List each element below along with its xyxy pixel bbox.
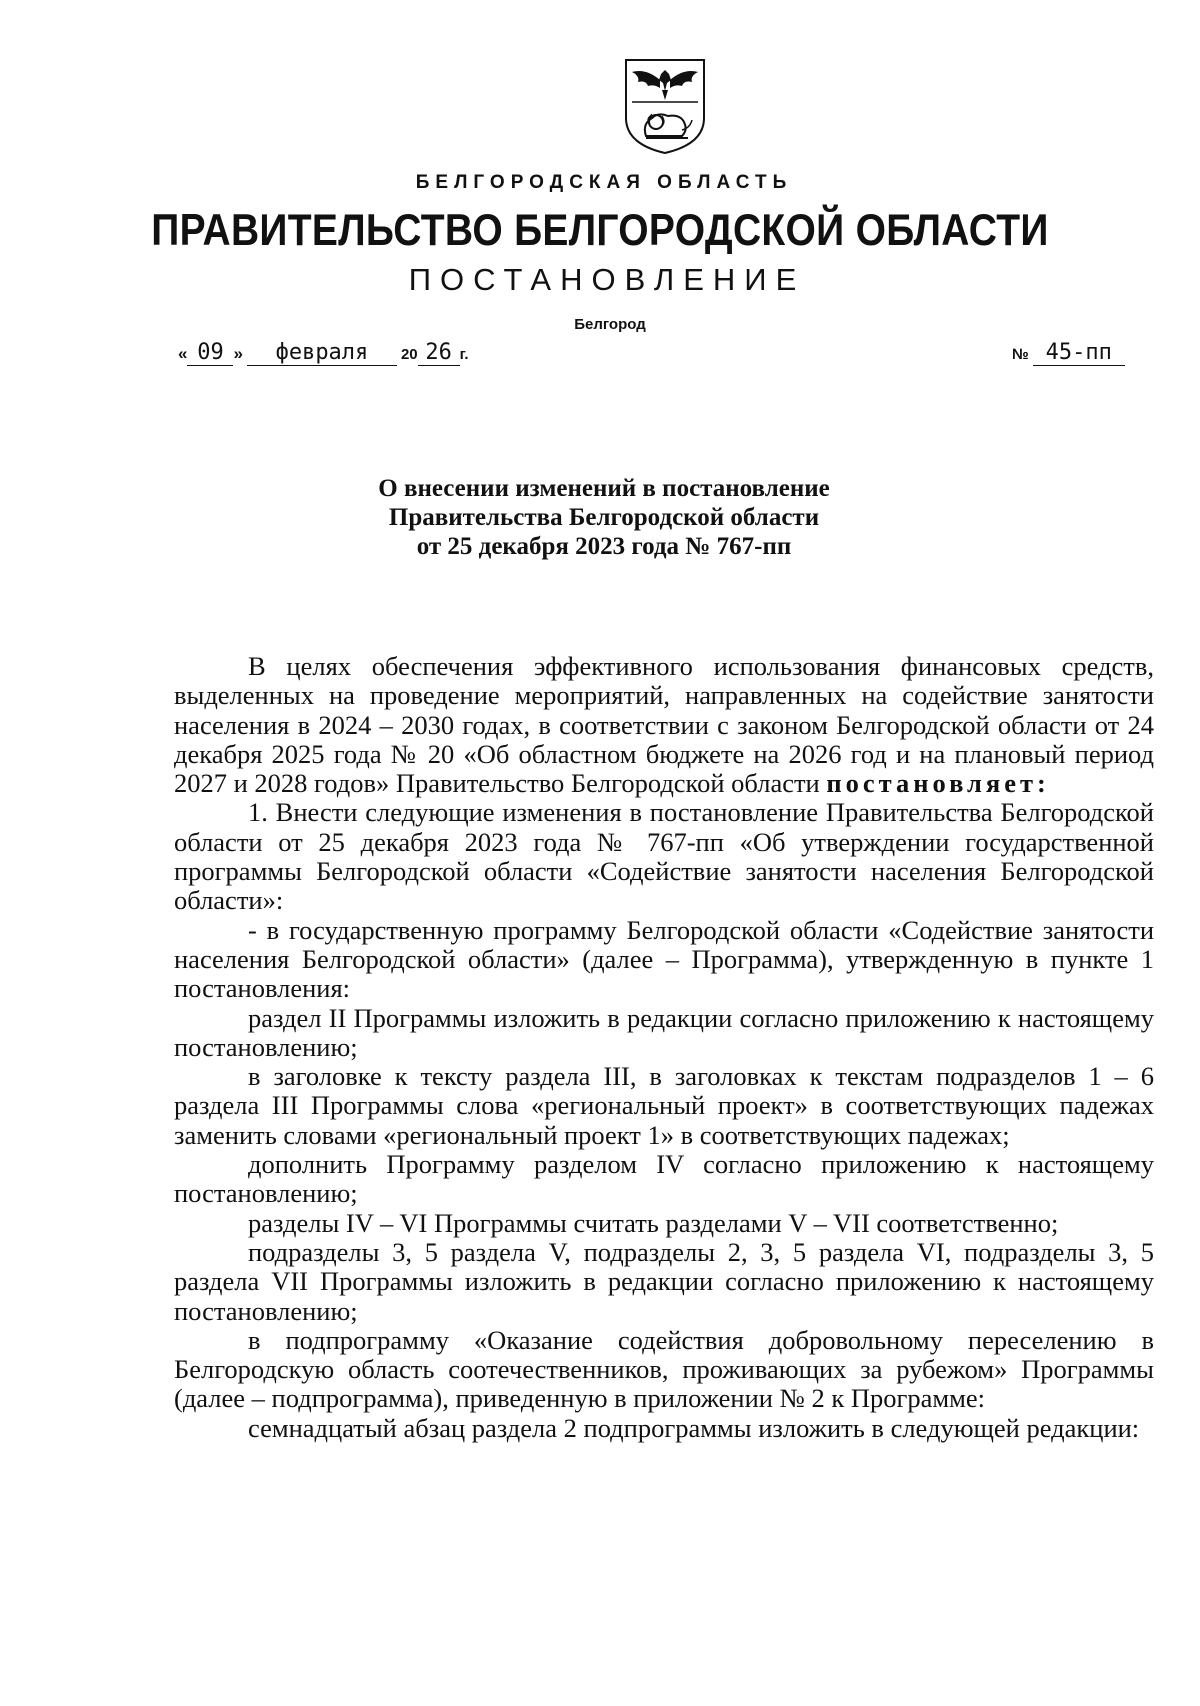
government-title: ПРАВИТЕЛЬСТВО БЕЛГОРОДСКОЙ ОБЛАСТИ — [151, 206, 1049, 256]
region-name: БЕЛГОРОДСКАЯ ОБЛАСТЬ — [415, 172, 793, 193]
resolves-word: постановляет: — [826, 768, 1050, 799]
coat-of-arms-icon — [622, 56, 708, 156]
decree-title — [0, 474, 1200, 561]
decree-date — [178, 340, 469, 366]
paragraph-add-section-4: дополнить Программу разделом IV согласно приложению к настоящему постановлению; — [174, 1149, 1154, 1209]
paragraph-section-2: раздел II Программы изложить в редакции согласно приложению к настоящему постановлению; — [174, 1002, 1154, 1062]
date-day: 09 — [187, 340, 233, 366]
paragraph-preamble — [174, 652, 1154, 798]
paragraph-program: - в государственную программу Белгородской области «Содействие занятости населения Белгородской области» (далее – Программа), утвержденную в пункте 1 постановления: — [174, 914, 1154, 1004]
decree-body — [174, 652, 1154, 1443]
number-label: № — [1012, 346, 1029, 363]
date-open-quote: « — [178, 344, 188, 363]
date-year-suffix: 26 — [418, 340, 460, 366]
city-name: Белгород — [574, 316, 646, 333]
date-month: февраля — [247, 340, 397, 366]
document-type: ПОСТАНОВЛЕНИЕ — [408, 262, 806, 297]
paragraph-section-3-headings: в заголовке к тексту раздела III, в заголовках к текстам подразделов 1 – 6 раздела III Программы слова «региональный проект» в соответствующих падежах заменить словами «региональный проект 1» в соответствующих падежах; — [174, 1061, 1154, 1150]
number-value: 45-пп — [1033, 340, 1125, 366]
date-close-quote: » — [233, 344, 243, 363]
title-line-1: О внесении изменений в постановление — [378, 475, 830, 502]
date-year-prefix: 20 — [400, 346, 418, 363]
paragraph-seventeenth-abzac: семнадцатый абзац раздела 2 подпрограммы изложить в следующей редакции: — [248, 1412, 1140, 1443]
date-year-mark: г. — [459, 346, 469, 363]
title-line-2: Правительства Белгородской области — [388, 504, 820, 531]
paragraph-subprogram: в подпрограмму «Оказание содействия добровольному переселению в Белгородскую область соотечественников, проживающих за рубежом» Программы (далее – подпрограмма), приведенную в приложении № 2 к Программе: — [174, 1324, 1154, 1414]
decree-number — [1012, 340, 1125, 366]
paragraph-subsections: подразделы 3, 5 раздела V, подразделы 2, 3, 5 раздела VI, подразделы 3, 5 раздела VII Программы изложить в редакции согласно приложению к настоящему постановлению; — [174, 1236, 1154, 1326]
preamble-text: В целях обеспечения эффективного использования финансовых средств, выделенных на проведение мероприятий, направленных на содействие занятости населения в 2024 – 2030 годах, в соответствии с законом Белгородской области от 24 декабря 2025 года № 20 «Об областном бюджете на 2026 год и на плановый период 2027 и 2028 годов» Правительство Белгородской области — [174, 651, 1154, 799]
paragraph-item-1: 1. Внести следующие изменения в постановление Правительства Белгородской области от 25 декабря 2023 года № 767-пп «Об утверждении государственной программы Белгородской области «Содействие занятости населения Белгородской области»: — [174, 797, 1154, 916]
title-line-3: от 25 декабря 2023 года № 767-пп — [416, 533, 792, 560]
paragraph-renumber-sections: разделы IV – VI Программы считать разделами V – VII соответственно; — [248, 1207, 1059, 1238]
